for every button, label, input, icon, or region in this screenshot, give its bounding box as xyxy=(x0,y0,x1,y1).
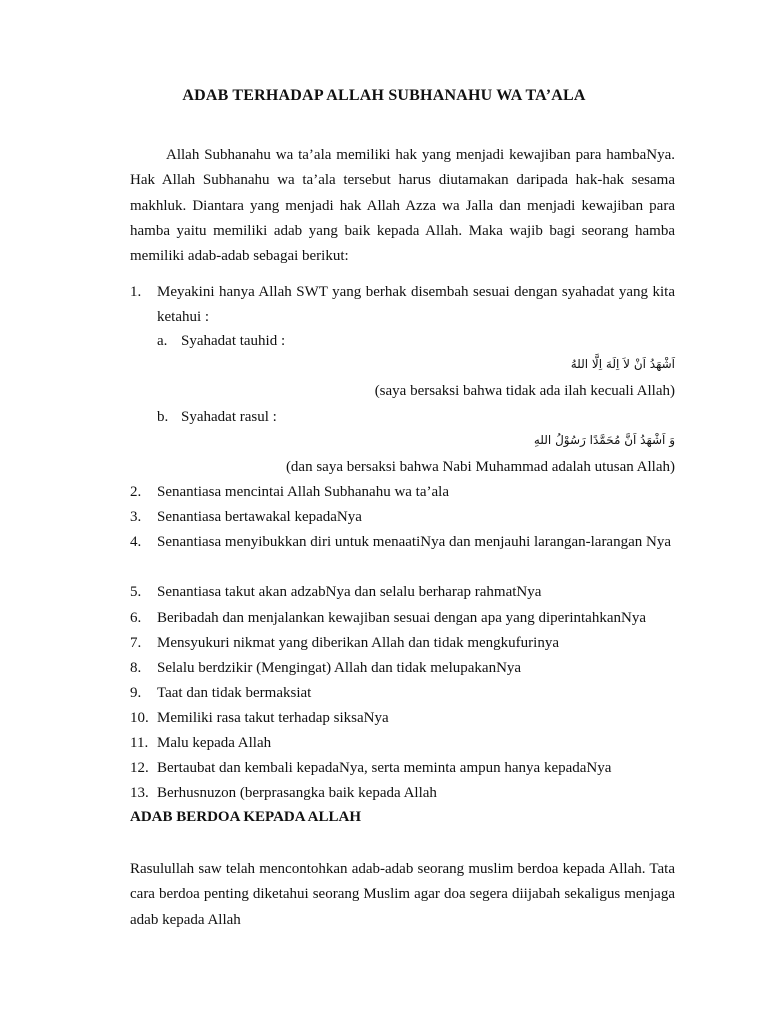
list-number: 7. xyxy=(130,635,142,651)
intro-paragraph: Allah Subhanahu wa ta’ala memiliki hak yang menjadi kewajiban para hambaNya. Hak Allah Subhanahu wa ta’ala tersebut harus diutamakan daripada hak-hak sesama makhluk. Diantara yang menjadi hak Allah Azza wa Jalla dan menjadi kewajiban para hamba yaitu memiliki adab yang baik kepada Allah. Maka wajib bagi seorang hamba memiliki adab-adab sebagai berikut: xyxy=(130,147,675,265)
sub-item xyxy=(157,405,675,430)
section-paragraph: Rasulullah saw telah mencontohkan adab-adab seorang muslim berdoa kepada Allah. Tata cara berdoa penting diketahui seorang Muslim agar doa segera diijabah sekaligus menjaga adab kepada Allah xyxy=(130,861,675,928)
list-text: Senantiasa bertawakal kepadaNya xyxy=(157,509,362,525)
list-text: Bertaubat dan kembali kepadaNya, serta meminta ampun hanya kepadaNya xyxy=(157,760,612,776)
list-number: 9. xyxy=(130,685,142,701)
list-item xyxy=(130,731,675,756)
list-item xyxy=(130,580,675,605)
list-text: Senantiasa takut akan adzabNya dan selalu berharap rahmatNya xyxy=(157,584,542,600)
arabic-text: وَ اَشْهَدُ اَنَّ مُحَمَّدًا رَسُوْلُ اللهِ xyxy=(533,433,675,447)
section-heading: ADAB BERDOA KEPADA ALLAH xyxy=(130,809,362,825)
sub-label: Syahadat rasul : xyxy=(181,409,277,425)
arabic-text: اَشْهَدُ اَنْ لاَ اِلَهَ اِلَّا اللهُ xyxy=(570,357,675,371)
list-number: 13. xyxy=(130,785,149,801)
list-text: Memiliki rasa takut terhadap siksaNya xyxy=(157,710,389,726)
list-text: Taat dan tidak bermaksiat xyxy=(157,685,312,701)
list-number: 1. xyxy=(130,284,142,300)
list-number: 3. xyxy=(130,509,142,525)
list-number: 6. xyxy=(130,610,142,626)
list-text: Berhusnuzon (berprasangka baik kepada Allah xyxy=(157,785,437,801)
translation-text: (saya bersaksi bahwa tidak ada ilah kecuali Allah) xyxy=(374,383,675,399)
sub-letter: b. xyxy=(157,409,169,425)
list-number: 8. xyxy=(130,660,142,676)
list-item xyxy=(130,480,675,505)
list-text: Malu kepada Allah xyxy=(157,735,272,751)
list-number: 10. xyxy=(130,710,149,726)
list-text: Meyakini hanya Allah SWT yang berhak disembah sesuai dengan syahadat yang kita ketahui : xyxy=(157,284,675,326)
list-item xyxy=(130,781,675,806)
list-item xyxy=(130,681,675,706)
list-number: 12. xyxy=(130,760,149,776)
sub-item xyxy=(157,329,675,354)
list-item xyxy=(130,606,675,631)
list-text: Selalu berdzikir (Mengingat) Allah dan tidak melupakanNya xyxy=(157,660,522,676)
sub-label: Syahadat tauhid : xyxy=(181,333,286,349)
list-number: 2. xyxy=(130,484,142,500)
sub-letter: a. xyxy=(157,333,168,349)
list-number: 5. xyxy=(130,584,142,600)
list-item xyxy=(130,656,675,681)
list-item xyxy=(130,706,675,731)
list-text: Mensyukuri nikmat yang diberikan Allah dan tidak mengkufurinya xyxy=(157,635,559,651)
list-number: 11. xyxy=(130,735,149,751)
list-text: Beribadah dan menjalankan kewajiban sesuai dengan apa yang diperintahkanNya xyxy=(157,610,646,626)
list-item xyxy=(130,280,675,331)
list-item xyxy=(130,631,675,656)
page-title: ADAB TERHADAP ALLAH SUBHANAHU WA TA’ALA xyxy=(182,87,586,104)
list-text: Senantiasa mencintai Allah Subhanahu wa ta’ala xyxy=(157,484,449,500)
list-item xyxy=(130,505,675,530)
list-item xyxy=(130,756,675,781)
translation-text: (dan saya bersaksi bahwa Nabi Muhammad adalah utusan Allah) xyxy=(285,459,675,475)
list-number: 4. xyxy=(130,534,142,550)
list-text: Senantiasa menyibukkan diri untuk menaatiNya dan menjauhi larangan-larangan Nya xyxy=(157,534,671,550)
list-item xyxy=(130,530,675,555)
